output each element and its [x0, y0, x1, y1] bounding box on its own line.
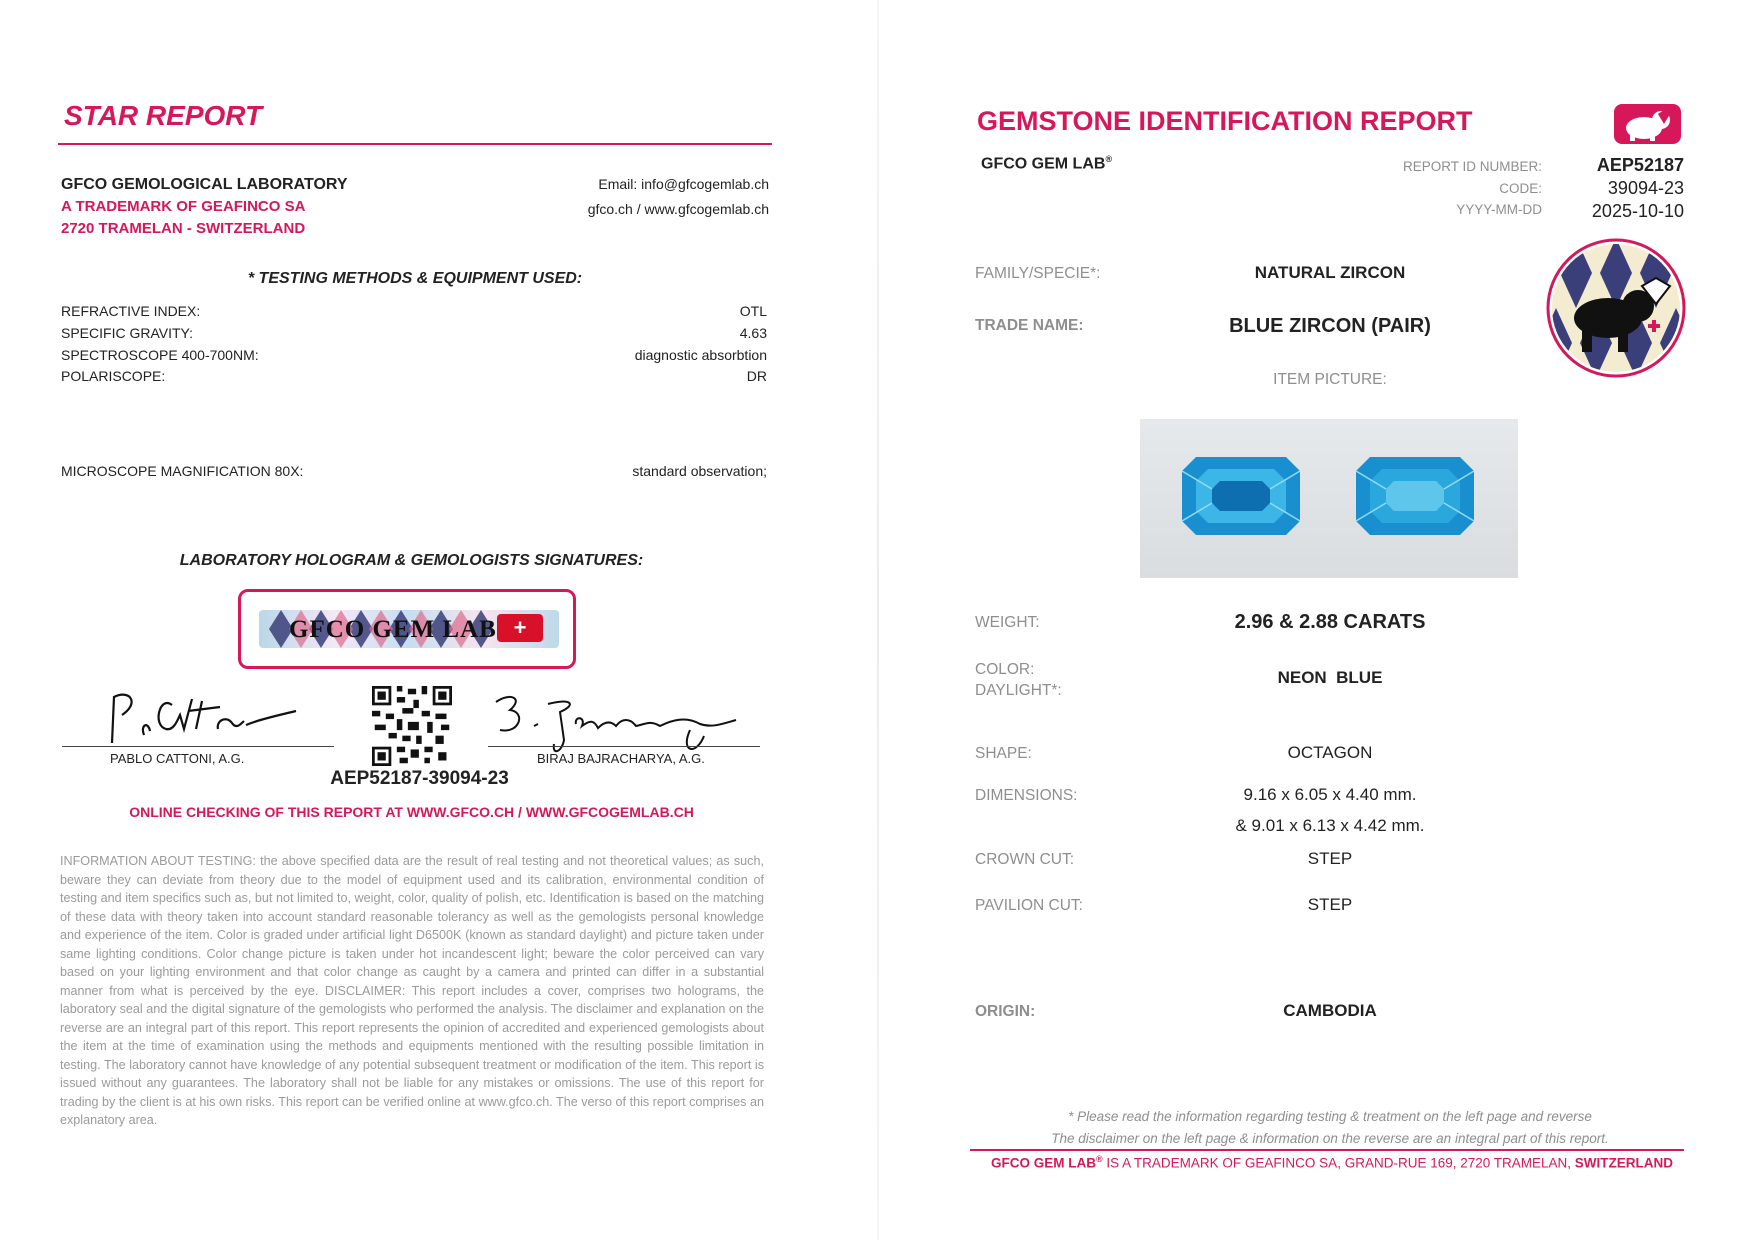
item-picture-label: ITEM PICTURE: — [1273, 371, 1387, 388]
crown-cut-value: STEP — [1307, 849, 1353, 868]
gfco-gem-lab-brand: GFCO GEM LAB® — [981, 154, 1113, 173]
lab-name: GFCO GEMOLOGICAL LABORATORY — [61, 176, 348, 193]
page-fold — [877, 0, 879, 1240]
hologram-text: GFCO GEM LAB — [289, 616, 497, 643]
family-label: FAMILY/SPECIE*: — [975, 265, 1101, 282]
pavilion-cut-value: STEP — [1307, 895, 1353, 914]
footer-trademark: GFCO GEM LAB® IS A TRADEMARK OF GEAFINCO SA, GRAND-RUE 169, 2720 TRAMELAN, SWITZERLAND — [991, 1154, 1674, 1171]
color-value: NEON BLUE — [1277, 668, 1383, 687]
hologram-strip — [259, 610, 559, 648]
dimensions-value-1: 9.16 x 6.05 x 4.40 mm. — [1243, 785, 1417, 804]
lab-trademark: A TRADEMARK OF GEAFINCO SA — [61, 198, 306, 215]
origin-value: CAMBODIA — [1283, 1001, 1377, 1020]
color-label: COLOR: — [975, 661, 1035, 678]
gem-right-icon — [1356, 457, 1474, 535]
gfco-logo-icon — [1614, 104, 1681, 144]
method-row — [61, 325, 767, 341]
lab-email[interactable]: Email: info@gfcogemlab.ch — [598, 176, 769, 192]
swiss-flag-icon: + — [497, 614, 543, 642]
method-label: SPECIFIC GRAVITY: — [61, 325, 193, 341]
star-report-title: STAR REPORT — [64, 100, 263, 131]
weight-value: 2.96 & 2.88 CARATS — [1234, 611, 1426, 633]
footnote-testing: * Please read the information regarding testing & treatment on the left page and reverse — [1068, 1109, 1592, 1124]
method-row — [61, 463, 767, 479]
method-label: MICROSCOPE MAGNIFICATION 80X: — [61, 463, 304, 479]
testing-information: INFORMATION ABOUT TESTING: the above specified data are the result of real testing and not theoretical values; as such, beware they can deviate from theory due to the model of equipment used and its calibration, environmental condition of testing and item specifics such as, but not limited to, weight, color, quality of polish, etc. Identification is based on the matching of these data with theory taken into account standard reasonable tolerancy as well as the gemologists personal knowledge and experience of the item. Color is graded under artificial light D6500K (known as standard daylight) and picture taken under same lighting conditions. Color change picture is taken under hot incandescent light; beware the color perceived can vary based on your lighting environment and that color change as caught by a camera and printed can differ in a substantial manner from what is perceived by the eye. DISCLAIMER: This report includes a cover, comprises two holograms, the laboratory seal and the digital signature of the gemologists who performed the analysis. The disclaimer and explanation on the reverse are an integral part of this report. This report represents the opinion of accredited and experienced gemologists about the item at the time of examination using the methods and equipments mentioned with the resulting possible limitation in testing. The laboratory cannot have knowledge of any potential subsequent treatment or modification of the item. This report is issued without any guarantees. The laboratory shall not be liable for any mistakes or omissions. The use of this report for trading by the client is at his own risks. This report can be verified online at www.gfco.ch. The verso of this report comprises an explanatory area. — [60, 854, 764, 1127]
online-check-link[interactable]: ONLINE CHECKING OF THIS REPORT AT WWW.GFCO.CH / WWW.GFCOGEMLAB.CH — [129, 804, 694, 820]
signature-line-left — [62, 746, 334, 747]
report-id-value: AEP52187 — [1596, 155, 1684, 175]
signature-line-right — [488, 746, 760, 747]
origin-label: ORIGIN: — [975, 1003, 1036, 1020]
footer-divider — [970, 1149, 1684, 1151]
method-value: 4.63 — [739, 325, 767, 341]
date-value: 2025-10-10 — [1591, 201, 1684, 221]
method-label: POLARISCOPE: — [61, 368, 166, 384]
family-value: NATURAL ZIRCON — [1254, 263, 1406, 282]
gem-left-icon — [1182, 457, 1300, 535]
method-label: SPECTROSCOPE 400-700NM: — [61, 347, 259, 363]
testing-methods-title: * TESTING METHODS & EQUIPMENT USED: — [247, 270, 583, 287]
lab-website[interactable]: gfco.ch / www.gfcogemlab.ch — [587, 201, 769, 217]
item-picture — [1140, 419, 1518, 578]
weight-label: WEIGHT: — [975, 614, 1040, 631]
lab-address: 2720 TRAMELAN - SWITZERLAND — [61, 220, 306, 237]
gemstone-report-title: GEMSTONE IDENTIFICATION REPORT — [977, 106, 1473, 136]
method-label: REFRACTIVE INDEX: — [61, 303, 201, 319]
lab-hologram — [238, 589, 576, 669]
signer-left: PABLO CATTONI, A.G. — [110, 751, 245, 766]
trade-name-value: BLUE ZIRCON (PAIR) — [1229, 315, 1431, 337]
dimensions-value-2: & 9.01 x 6.13 x 4.42 mm. — [1235, 816, 1425, 835]
date-label: YYYY-MM-DD — [1456, 202, 1542, 217]
reference-code: AEP52187-39094-23 — [330, 768, 509, 789]
signer-right: BIRAJ BAJRACHARYA, A.G. — [537, 751, 705, 766]
report-id-label: REPORT ID NUMBER: — [1402, 159, 1542, 174]
trade-name-label: TRADE NAME: — [975, 317, 1084, 334]
lab-seal-icon — [1546, 238, 1686, 378]
pavilion-cut-label: PAVILION CUT: — [975, 897, 1083, 914]
code-value: 39094-23 — [1607, 178, 1684, 198]
method-row — [61, 368, 767, 384]
dimensions-label: DIMENSIONS: — [975, 787, 1078, 804]
footnote-disclaimer: The disclaimer on the left page & information on the reverse are an integral part of this report. — [1051, 1131, 1609, 1146]
method-value: OTL — [739, 303, 767, 319]
method-value: standard observation; — [632, 463, 767, 479]
shape-value: OCTAGON — [1287, 743, 1373, 762]
crown-cut-label: CROWN CUT: — [975, 851, 1075, 868]
code-label: CODE: — [1499, 181, 1542, 196]
title-divider — [58, 143, 772, 145]
daylight-label: DAYLIGHT*: — [975, 682, 1062, 699]
method-value: DR — [746, 368, 767, 384]
method-row — [61, 347, 767, 363]
hologram-title: LABORATORY HOLOGRAM & GEMOLOGISTS SIGNATURES: — [179, 552, 644, 569]
shape-label: SHAPE: — [975, 745, 1032, 762]
method-row — [61, 303, 767, 319]
qr-code-icon[interactable] — [372, 686, 452, 766]
signature-left-icon — [100, 685, 300, 745]
method-value: diagnostic absorbtion — [634, 347, 767, 363]
